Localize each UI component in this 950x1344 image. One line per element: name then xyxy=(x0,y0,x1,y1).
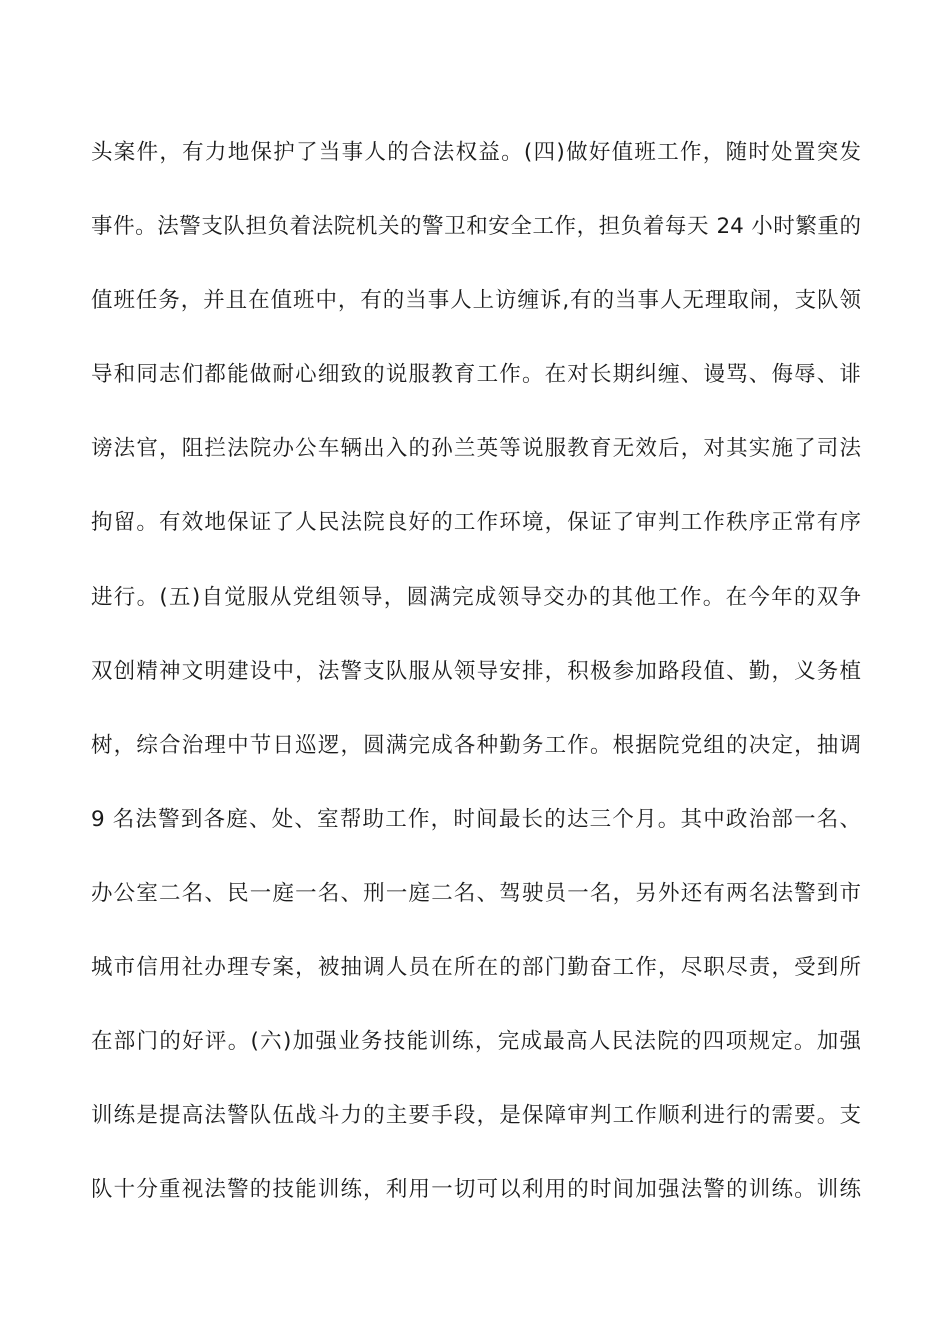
text-line: 拘留。有效地保证了人民法院良好的工作环境，保证了审判工作秩序正常有序 xyxy=(91,510,861,536)
text-line: 队十分重视法警的技能训练，利用一切可以利用的时间加强法警的训练。训练 xyxy=(91,1177,861,1203)
text-line: 进行。(五)自觉服从党组领导，圆满完成领导交办的其他工作。在今年的双争 xyxy=(91,584,861,610)
text-line: 办公室二名、民一庭一名、刑一庭二名、驾驶员一名，另外还有两名法警到市 xyxy=(91,880,861,906)
text-line: 值班任务，并且在值班中，有的当事人上访缠诉,有的当事人无理取闹，支队领 xyxy=(91,288,861,314)
body-text xyxy=(91,128,861,1239)
text-line: 树，综合治理中节日巡逻，圆满完成各种勤务工作。根据院党组的决定，抽调 xyxy=(91,732,861,758)
text-line: 在部门的好评。(六)加强业务技能训练，完成最高人民法院的四项规定。加强 xyxy=(91,1029,861,1055)
text-line: 城市信用社办理专案，被抽调人员在所在的部门勤奋工作，尽职尽责，受到所 xyxy=(91,955,861,981)
text-line: 谤法官，阻拦法院办公车辆出入的孙兰英等说服教育无效后，对其实施了司法 xyxy=(91,436,861,462)
text-line: 双创精神文明建设中，法警支队服从领导安排，积极参加路段值、勤，义务植 xyxy=(91,658,861,684)
text-line: 训练是提高法警队伍战斗力的主要手段，是保障审判工作顺利进行的需要。支 xyxy=(91,1103,861,1129)
text-line: 9 名法警到各庭、处、室帮助工作，时间最长的达三个月。其中政治部一名、 xyxy=(91,806,861,832)
text-line: 导和同志们都能做耐心细致的说服教育工作。在对长期纠缠、谩骂、侮辱、诽 xyxy=(91,362,861,388)
text-line: 头案件，有力地保护了当事人的合法权益。(四)做好值班工作，随时处置突发 xyxy=(91,140,861,165)
text-line: 事件。法警支队担负着法院机关的警卫和安全工作，担负着每天 24 小时繁重的 xyxy=(91,214,861,240)
